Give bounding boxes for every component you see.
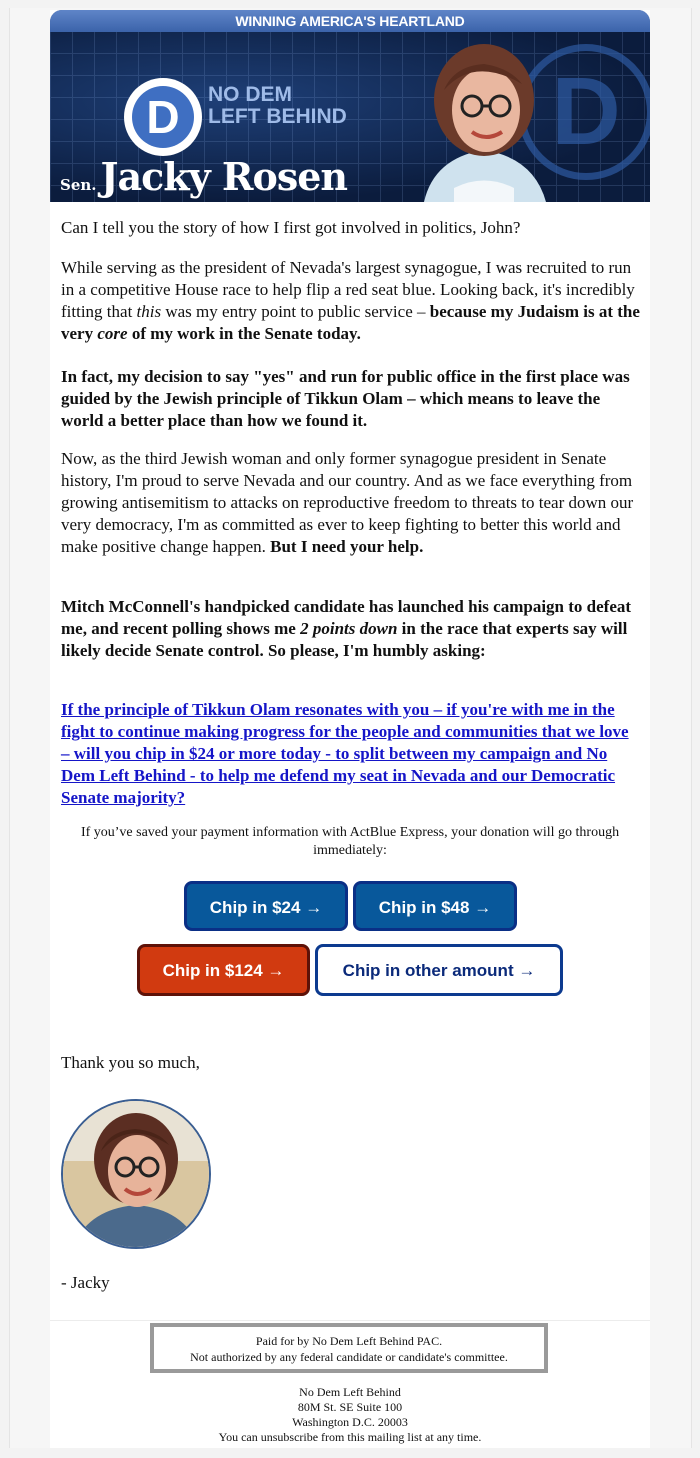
paragraph-history xyxy=(61,448,641,558)
p2-bold-emphasis: core xyxy=(97,324,128,343)
paid-for-text: Paid for by No Dem Left Behind PAC. xyxy=(255,1334,443,1348)
senator-prefix: Sen. xyxy=(60,176,97,194)
paragraph-intro-text: Can I tell you the story of how I first got involved in politics, John? xyxy=(61,218,521,237)
signature-line xyxy=(61,1272,641,1294)
p5-text-b: in the race that experts say will likely decide Senate control. So please, I'm humbly asking: xyxy=(61,619,628,660)
p2-bold-a: because my Judaism is at the very xyxy=(61,302,640,343)
p2-bold-b: of my work in the Senate today. xyxy=(127,324,361,343)
donate-ask-link[interactable]: If the principle of Tikkun Olam resonates with you – if you're with me in the fight to continue making progress for the people and communities that we love – will you chip in $24 or more today - to split between my campaign and No Dem Left Behind - to help me defend my seat in Nevada and our Democratic Senate majority? xyxy=(61,700,629,807)
address-city: Washington D.C. 20003 xyxy=(292,1415,408,1429)
logo-line-2: LEFT BEHIND xyxy=(208,105,347,128)
paragraph-tikkun-olam xyxy=(61,366,641,432)
banner-hero xyxy=(50,32,650,202)
thank-you-text: Thank you so much, xyxy=(61,1053,200,1072)
p5-text-a: Mitch McConnell's handpicked candidate has launched his campaign to defeat me, and recent polling shows me xyxy=(61,597,632,638)
senator-name: Jacky Rosen xyxy=(100,154,348,199)
background-logo-icon: D xyxy=(518,44,650,180)
logo-wordmark xyxy=(208,84,347,128)
chip-in-24-button[interactable]: Chip in $24 → xyxy=(184,881,348,931)
p4-bold: But I need your help. xyxy=(270,537,424,556)
avatar-photo xyxy=(63,1101,209,1247)
nodem-logo-icon xyxy=(124,78,202,156)
mailing-address xyxy=(50,1385,650,1445)
signature-text: - Jacky xyxy=(61,1273,110,1292)
actblue-express-note: If you’ve saved your payment information with ActBlue Express, your donation will go through immediately: xyxy=(80,825,620,858)
chip-in-124-button[interactable]: Chip in $124 → xyxy=(137,944,310,996)
p4-text: Now, as the third Jewish woman and only former synagogue president in Senate history, I'm proud to serve Nevada and our country. And as we face everything from growing antisemitism to attacks on reproductive freedom to threats to tear down our very democracy, I'm as committed as ever to keep fighting to better this world and make positive change happen. xyxy=(61,449,634,556)
logo-line-1: NO DEM xyxy=(208,83,292,106)
chip-in-48-button[interactable]: Chip in $48 → xyxy=(353,881,517,931)
senator-avatar xyxy=(61,1099,211,1249)
paragraph-polling xyxy=(61,596,641,662)
address-street: 80M St. SE Suite 100 xyxy=(297,1400,403,1414)
senator-portrait xyxy=(414,38,554,202)
email-card xyxy=(50,10,650,1448)
header-banner xyxy=(50,10,650,202)
paragraph-intro xyxy=(61,217,641,239)
not-authorized-text: Not authorized by any federal candidate or candidate's committee. xyxy=(190,1350,508,1364)
p2-text-a: While serving as the president of Nevada's largest synagogue, I was recruited to run in a competitive House race to help flip a red seat blue. Looking back, it's incredibly fitting that xyxy=(61,258,635,321)
unsubscribe-text[interactable]: You can unsubscribe from this mailing list at any time. xyxy=(218,1430,482,1444)
senator-name-title xyxy=(60,154,347,199)
paragraph-ask xyxy=(61,699,641,809)
paid-for-disclaimer xyxy=(150,1323,548,1373)
address-org: No Dem Left Behind xyxy=(299,1385,401,1399)
logo-letter: D xyxy=(132,86,194,148)
banner-top-title: WINNING AMERICA'S HEARTLAND xyxy=(50,10,650,32)
thank-you-line xyxy=(61,1052,641,1074)
p5-emphasis: 2 points down xyxy=(300,619,398,638)
p3-bold-text: In fact, my decision to say "yes" and run for public office in the first place was guided by the Jewish principle of Tikkun Olam – which means to leave the world a better place than how we found it. xyxy=(61,367,630,430)
footer-divider xyxy=(50,1320,650,1321)
p2-emphasis: this xyxy=(136,302,162,321)
paragraph-synagogue xyxy=(61,257,641,345)
p2-text-b: was my entry point to public service – xyxy=(161,302,430,321)
chip-in-other-amount-button[interactable]: Chip in other amount → xyxy=(315,944,563,996)
